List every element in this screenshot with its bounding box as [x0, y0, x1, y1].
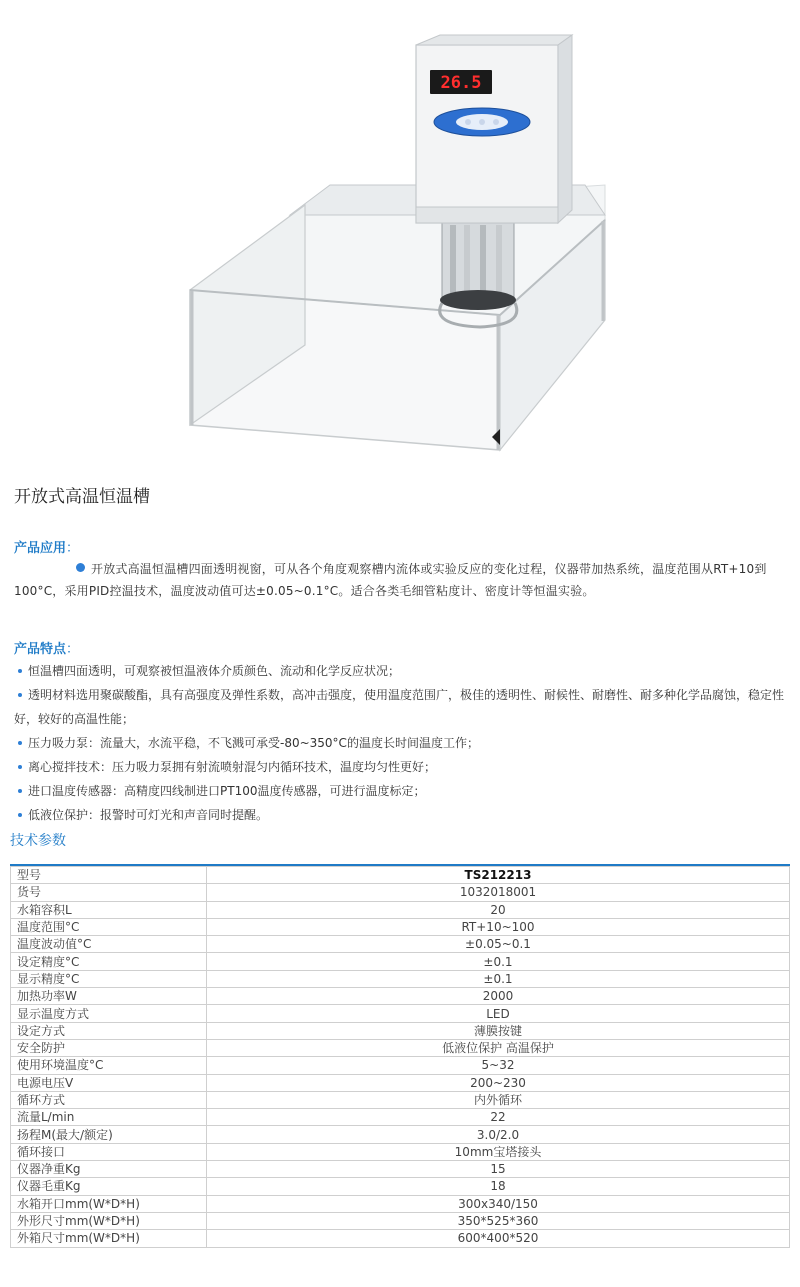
- spec-key: 扬程M(最大/额定): [11, 1126, 207, 1143]
- list-item: [14, 803, 790, 827]
- table-row: [11, 1212, 790, 1229]
- spec-value: 3.0/2.0: [207, 1126, 790, 1143]
- application-text: [14, 558, 790, 602]
- product-title: 开放式高温恒温槽: [14, 487, 150, 507]
- table-row: [11, 1161, 790, 1178]
- table-row: [11, 1178, 790, 1195]
- table-row: [11, 1230, 790, 1247]
- features-heading-colon: ：: [66, 642, 80, 657]
- spec-value: 18: [207, 1178, 790, 1195]
- features-heading-label: 产品特点: [14, 642, 67, 657]
- application-heading-label: 产品应用: [14, 541, 67, 556]
- table-row: [11, 1039, 790, 1056]
- spec-key: 仪器毛重Kg: [11, 1178, 207, 1195]
- product-image: [180, 25, 620, 465]
- spec-value: 200~230: [207, 1074, 790, 1091]
- bullet-icon: [18, 813, 22, 817]
- application-heading-colon: ：: [66, 541, 80, 556]
- table-row: [11, 1091, 790, 1108]
- table-row: [11, 970, 790, 987]
- spec-key: 循环接口: [11, 1143, 207, 1160]
- spec-key: 仪器净重Kg: [11, 1161, 207, 1178]
- spec-key: 使用环境温度°C: [11, 1057, 207, 1074]
- spec-table: [10, 866, 790, 1248]
- spec-value: 350*525*360: [207, 1212, 790, 1229]
- spec-value: 低液位保护 高温保护: [207, 1039, 790, 1056]
- table-row: [11, 936, 790, 953]
- spec-key: 安全防护: [11, 1039, 207, 1056]
- spec-key: 外形尺寸mm(W*D*H): [11, 1212, 207, 1229]
- list-item: [14, 683, 790, 731]
- spec-value: 1032018001: [207, 884, 790, 901]
- table-row: [11, 988, 790, 1005]
- spec-value: 5~32: [207, 1057, 790, 1074]
- spec-key: 水箱容积L: [11, 901, 207, 918]
- bullet-dot-icon: [76, 563, 85, 572]
- spec-key: 显示温度方式: [11, 1005, 207, 1022]
- feature-text: 进口温度传感器：高精度四线制进口PT100温度传感器，可进行温度标定；: [28, 784, 426, 798]
- spec-key: 循环方式: [11, 1091, 207, 1108]
- application-body: 开放式高温恒温槽四面透明视窗，可从各个角度观察槽内流体或实验反应的变化过程，仪器带加热系统，温度范围从RT+10到100°C，采用PID控温技术，温度波动值可达±0.05~0.1°C。适合各类毛细管粘度计、密度计等恒温实验。: [14, 562, 767, 598]
- spec-key: 电源电压V: [11, 1074, 207, 1091]
- feature-text: 低液位保护：报警时可灯光和声音同时提醒。: [28, 808, 269, 822]
- bullet-icon: [18, 693, 22, 697]
- spec-value: ±0.1: [207, 970, 790, 987]
- table-row: [11, 1195, 790, 1212]
- spec-value: 2000: [207, 988, 790, 1005]
- bullet-icon: [18, 789, 22, 793]
- spec-key: 温度波动值°C: [11, 936, 207, 953]
- spec-value: 300x340/150: [207, 1195, 790, 1212]
- table-row: [11, 1022, 790, 1039]
- feature-text: 透明材料选用聚碳酸酯，具有高强度及弹性系数，高冲击强度，使用温度范围广，极佳的透明性、耐候性、耐磨性、耐多种化学品腐蚀，稳定性好，较好的高温性能；: [14, 688, 785, 726]
- table-row: [11, 1057, 790, 1074]
- spec-value: 600*400*520: [207, 1230, 790, 1247]
- table-row: [11, 867, 790, 884]
- features-heading: [14, 638, 79, 657]
- bullet-icon: [18, 765, 22, 769]
- spec-value: 内外循环: [207, 1091, 790, 1108]
- spec-key: 加热功率W: [11, 988, 207, 1005]
- list-item: [14, 779, 790, 803]
- spec-value: TS212213: [207, 867, 790, 884]
- spec-value: LED: [207, 1005, 790, 1022]
- spec-key: 流量L/min: [11, 1109, 207, 1126]
- table-row: [11, 901, 790, 918]
- table-row: [11, 1143, 790, 1160]
- feature-text: 压力吸力泵：流量大，水流平稳，不飞溅可承受-80~350°C的温度长时间温度工作；: [28, 736, 479, 750]
- spec-key: 显示精度°C: [11, 970, 207, 987]
- features-list: [14, 659, 790, 827]
- list-item: [14, 659, 790, 683]
- application-heading: [14, 537, 79, 556]
- bullet-icon: [18, 669, 22, 673]
- spec-key: 设定方式: [11, 1022, 207, 1039]
- spec-value: 22: [207, 1109, 790, 1126]
- table-row: [11, 953, 790, 970]
- spec-value: RT+10~100: [207, 918, 790, 935]
- spec-key: 设定精度°C: [11, 953, 207, 970]
- bullet-icon: [18, 741, 22, 745]
- spec-key: 温度范围°C: [11, 918, 207, 935]
- spec-value: 15: [207, 1161, 790, 1178]
- tech-params-heading: 技术参数: [10, 833, 66, 849]
- spec-value: ±0.05~0.1: [207, 936, 790, 953]
- spec-value: 10mm宝塔接头: [207, 1143, 790, 1160]
- feature-text: 恒温槽四面透明，可观察被恒温液体介质颜色、流动和化学反应状况；: [28, 664, 401, 678]
- list-item: [14, 755, 790, 779]
- spec-value: 20: [207, 901, 790, 918]
- spec-key: 外箱尺寸mm(W*D*H): [11, 1230, 207, 1247]
- spec-key: 货号: [11, 884, 207, 901]
- table-row: [11, 1005, 790, 1022]
- feature-text: 离心搅拌技术：压力吸力泵拥有射流喷射混匀内循环技术，温度均匀性更好；: [28, 760, 437, 774]
- table-row: [11, 1074, 790, 1091]
- spec-value: ±0.1: [207, 953, 790, 970]
- list-item: [14, 731, 790, 755]
- table-row: [11, 918, 790, 935]
- table-row: [11, 1126, 790, 1143]
- spec-key: 型号: [11, 867, 207, 884]
- spec-key: 水箱开口mm(W*D*H): [11, 1195, 207, 1212]
- spec-table-wrapper: [10, 864, 790, 1248]
- spec-value: 薄膜按键: [207, 1022, 790, 1039]
- led-display-value: 26.5: [440, 73, 482, 93]
- table-row: [11, 884, 790, 901]
- table-row: [11, 1109, 790, 1126]
